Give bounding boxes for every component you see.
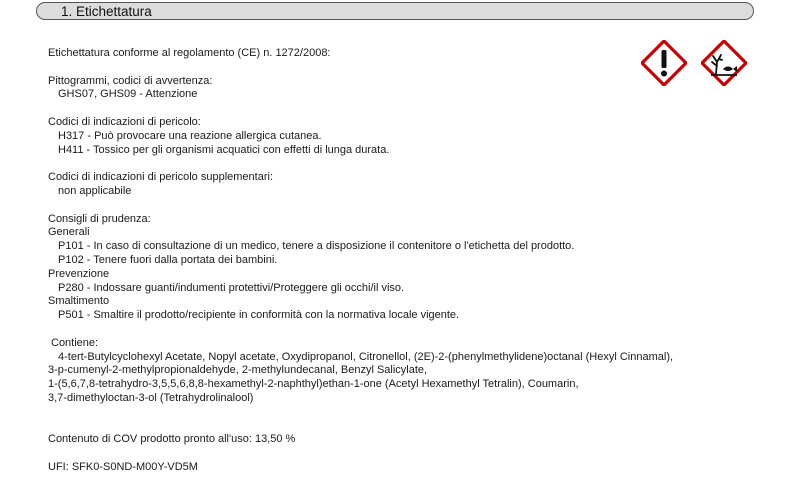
section-header (36, 2, 754, 20)
ufi-code: UFI: SFK0-S0ND-M00Y-VD5M (48, 460, 198, 473)
hazard-heading: Codici di indicazioni di pericolo: (48, 115, 201, 128)
supplementary-heading: Codici di indicazioni di pericolo supplementari: (48, 171, 274, 184)
contains-heading: Contiene: (51, 336, 99, 349)
contains-line: 1-(5,6,7,8-tetrahydro-3,5,5,6,8,8-hexamethyl-2-naphthyl)ethan-1-one (Acetyl Hexamethyl Tetralin), Coumarin, (48, 378, 579, 391)
hazard-statement: H317 - Può provocare una reazione allergica cutanea. (58, 129, 322, 142)
pictograms-heading: Pittogrammi, codici di avvertenza: (48, 74, 213, 87)
precautionary-statement: P280 - Indossare guanti/indumenti protettivi/Proteggere gli occhi/il viso. (58, 281, 405, 294)
contains-line: 3,7-dimethyloctan-3-ol (Tetrahydrolinalool) (48, 391, 254, 404)
regulation-text: Etichettatura conforme al regolamento (CE) n. 1272/2008: (48, 47, 331, 59)
contains-line: 4-tert-Butylcyclohexyl Acetate, Nopyl acetate, Oxydipropanol, Citronellol, (2E)-2-(phenylmethylidene)octanal (Hexyl Cinnamal), (58, 350, 674, 363)
section-title: 1. Etichettatura (61, 4, 152, 19)
precautionary-statement: P102 - Tenere fuori dalla portata dei bambini. (58, 253, 278, 266)
disposal-label: Smaltimento (48, 295, 110, 308)
pictograms-value: GHS07, GHS09 - Attenzione (58, 88, 198, 101)
contains-line: 3-p-cumenyl-2-methylpropionaldehyde, 2-methylundecanal, Benzyl Salicylate, (48, 364, 428, 377)
prevention-label: Prevenzione (48, 267, 110, 280)
labelling-content (48, 47, 748, 475)
voc-content: Contenuto di COV prodotto pronto all'uso: 13,50 % (48, 433, 296, 446)
hazard-statement: H411 - Tossico per gli organismi acquatici con effetti di lunga durata. (58, 143, 390, 156)
precautionary-statement: P501 - Smaltire il prodotto/recipiente in conformità con la normativa locale vigente. (58, 309, 460, 322)
precautionary-heading: Consigli di prudenza: (48, 212, 151, 225)
supplementary-value: non applicabile (58, 184, 132, 197)
general-label: Generali (48, 226, 90, 239)
precautionary-statement: P101 - In caso di consultazione di un medico, tenere a disposizione il contenitore o l'etichetta del prodotto. (58, 240, 575, 253)
